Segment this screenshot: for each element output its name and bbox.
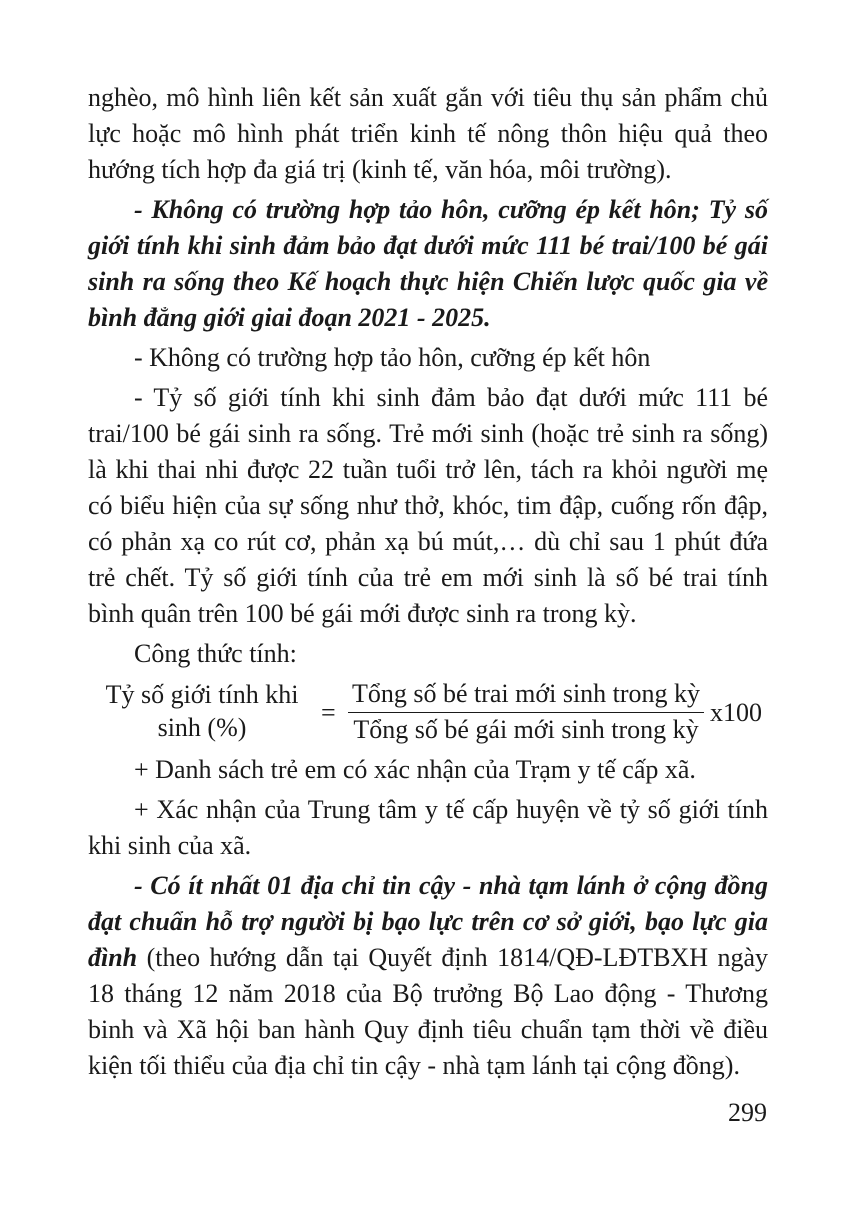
formula-label: Công thức tính: [134,639,297,668]
paragraph-no-child-marriage: - Không có trường hợp tảo hôn, cưỡng ép kết hôn [134,343,651,372]
formula-left-line-1: Tỷ số giới tính khi [105,680,299,709]
page-body [88,80,768,1084]
formula-left-line-2: sinh (%) [157,713,247,742]
paragraph-evidence-list: + Danh sách trẻ em có xác nhận của Trạm y tế cấp xã. [134,755,696,784]
paragraph-gender-ratio-definition: - Tỷ số giới tính khi sinh đảm bảo đạt dưới mức 111 bé trai/100 bé gái sinh ra sống. Trẻ mới sinh (hoặc trẻ sinh ra sống) là khi thai nhi được 22 tuần tuổi trở lên, tách ra khỏi người mẹ có biểu hiện của sự sống như thở, khóc, tim đập, cuống rốn đập, có phản xạ co rút cơ, phản xạ bú mút,… dù chỉ sau 1 phút đứa trẻ chết. Tỷ số giới tính của trẻ em mới sinh là số bé trai tính bình quân trên 100 bé gái mới được sinh ra trong kỳ. [88,383,768,628]
shelter-criterion-reference: (theo hướng dẫn tại Quyết định 1814/QĐ-LĐTBXH ngày 18 tháng 12 năm 2018 của Bộ trưởng Bộ Lao động - Thương binh và Xã hội ban hành Quy định tiêu chuẩn tạm thời về điều kiện tối thiểu của địa chỉ tin cậy - nhà tạm lánh tại cộng đồng). [88,943,768,1080]
formula-multiplier: x100 [710,698,762,727]
page-number: 299 [728,1098,767,1127]
criterion-heading-shelter: - Có ít nhất 01 địa chỉ tin cậy - nhà tạm lánh ở cộng đồng đạt chuẩn hỗ trợ người bị bạo lực trên cơ sở giới, bạo lực gia đình [88,871,768,972]
paragraph-intro-continuation: nghèo, mô hình liên kết sản xuất gắn với tiêu thụ sản phẩm chủ lực hoặc mô hình phát triển kinh tế nông thôn hiệu quả theo hướng tích hợp đa giá trị (kinh tế, văn hóa, môi trường). [88,83,768,184]
formula-fraction [348,678,704,746]
formula-equals-sign: = [321,698,336,727]
formula-left-side [102,678,302,744]
formula-denominator: Tổng số bé gái mới sinh trong kỳ [353,715,699,744]
paragraph-shelter-criterion [88,868,768,1084]
formula-numerator: Tổng số bé trai mới sinh trong kỳ [351,679,701,708]
paragraph-evidence-confirmation: + Xác nhận của Trung tâm y tế cấp huyện về tỷ số giới tính khi sinh của xã. [88,795,768,860]
criterion-heading-gender-ratio: - Không có trường hợp tảo hôn, cưỡng ép kết hôn; Tỷ số giới tính khi sinh đảm bảo đạt dưới mức 111 bé trai/100 bé gái sinh ra sống theo Kế hoạch thực hiện Chiến lược quốc gia về bình đẳng giới giai đoạn 2021 - 2025. [88,195,768,332]
fraction-bar [348,712,704,713]
gender-ratio-formula [88,678,768,748]
